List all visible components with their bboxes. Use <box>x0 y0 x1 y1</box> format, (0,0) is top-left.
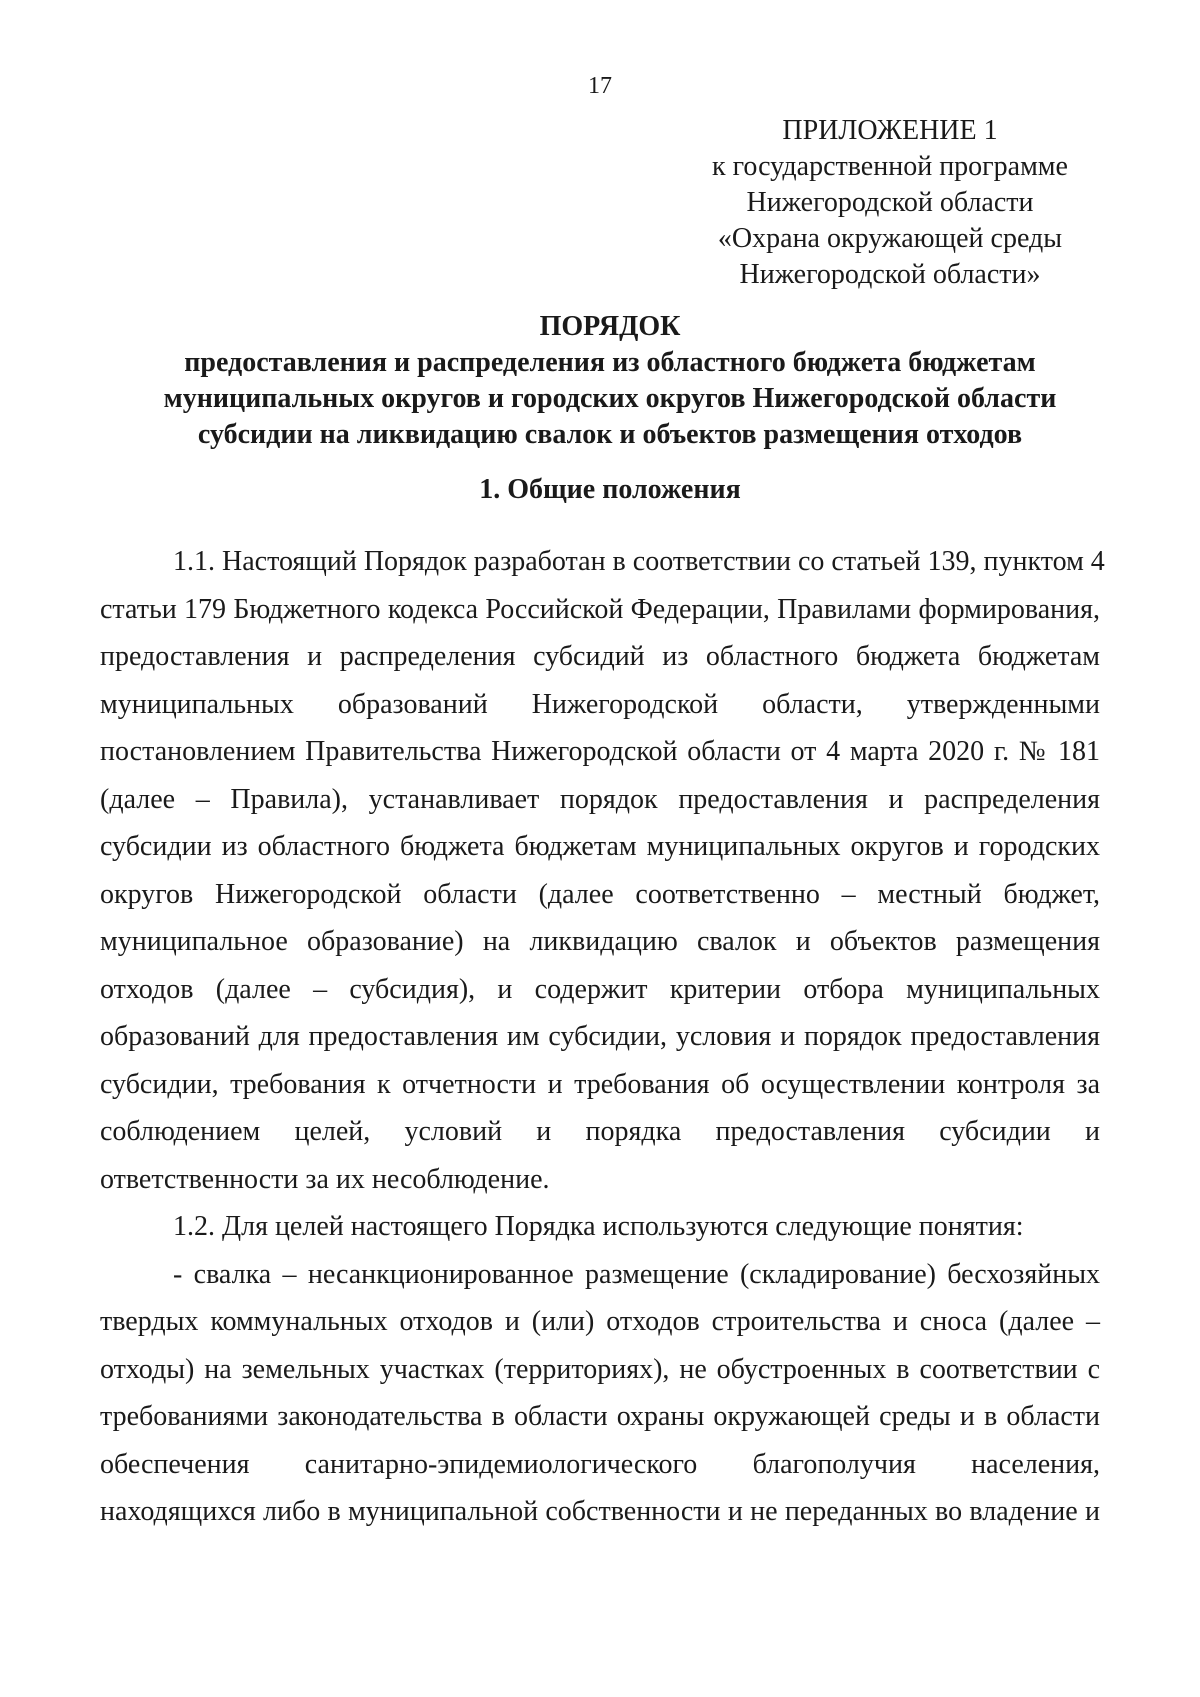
body-text <box>100 538 1105 1536</box>
appendix-line: ПРИЛОЖЕНИЕ 1 <box>782 115 998 146</box>
paragraph-line: (далее – Правила), устанавливает порядок предоставления и распределения <box>100 783 1100 815</box>
paragraph-line: предоставления и распределения субсидий из областного бюджета бюджетам <box>100 641 1100 672</box>
paragraph-line: субсидии из областного бюджета бюджетам муниципальных округов и городских <box>100 831 1100 862</box>
paragraph-line: постановлением Правительства Нижегородской области от 4 марта 2020 г. № 181 <box>100 736 1100 767</box>
paragraph-line: отходы) на земельных участках (территориях), не обустроенных в соответствии с <box>100 1353 1100 1385</box>
paragraph-line: 1.1. Настоящий Порядок разработан в соответствии со статьей 139, пунктом 4 <box>173 546 1105 577</box>
appendix-block <box>680 113 1100 293</box>
paragraph-line: требованиями законодательства в области охраны окружающей среды и в области <box>100 1401 1100 1432</box>
paragraph-line: муниципальных образований Нижегородской области, утвержденными <box>100 688 1100 720</box>
paragraph-line: соблюдением целей, условий и порядка предоставления субсидии и <box>100 1116 1100 1147</box>
appendix-line: «Охрана окружающей среды <box>717 223 1063 254</box>
section-heading: 1. Общие положения <box>479 474 741 505</box>
paragraph-line: 1.2. Для целей настоящего Порядка используются следующие понятия: <box>173 1211 1024 1242</box>
paragraph-line: ответственности за их несоблюдение. <box>100 1163 550 1195</box>
paragraph-line: округов Нижегородской области (далее соответственно – местный бюджет, <box>100 878 1100 910</box>
paragraph-line: - свалка – несанкционированное размещение (складирование) бесхозяйных <box>173 1258 1100 1290</box>
paragraph-line: субсидии, требования к отчетности и требования об осуществлении контроля за <box>100 1068 1100 1100</box>
document-title <box>120 309 1100 453</box>
title-subtitle-line: предоставления и распределения из областного бюджета бюджетам <box>184 347 1036 378</box>
appendix-line: Нижегородской области <box>746 187 1034 218</box>
paragraph-line: статьи 179 Бюджетного кодекса Российской Федерации, Правилами формирования, <box>100 593 1100 625</box>
paragraph-line: отходов (далее – субсидия), и содержит критерии отбора муниципальных <box>100 973 1100 1005</box>
page-number: 17 <box>588 73 612 99</box>
paragraph-line: находящихся либо в муниципальной собственности и не переданных во владение и <box>100 1496 1100 1527</box>
title-subtitle-line: муниципальных округов и городских округов Нижегородской области <box>163 383 1057 414</box>
paragraph-line: муниципальное образование) на ликвидацию свалок и объектов размещения <box>100 926 1100 957</box>
appendix-line: к государственной программе <box>712 151 1068 182</box>
appendix-line: Нижегородской области» <box>739 259 1041 290</box>
title-heading: ПОРЯДОК <box>539 311 681 342</box>
paragraph-line: обеспечения санитарно-эпидемиологического благополучия населения, <box>100 1448 1100 1480</box>
title-subtitle-line: субсидии на ликвидацию свалок и объектов размещения отходов <box>197 419 1023 450</box>
paragraph-line: образований для предоставления им субсидии, условия и порядок предоставления <box>100 1021 1100 1052</box>
paragraph-line: твердых коммунальных отходов и (или) отходов строительства и сноса (далее – <box>100 1306 1100 1337</box>
